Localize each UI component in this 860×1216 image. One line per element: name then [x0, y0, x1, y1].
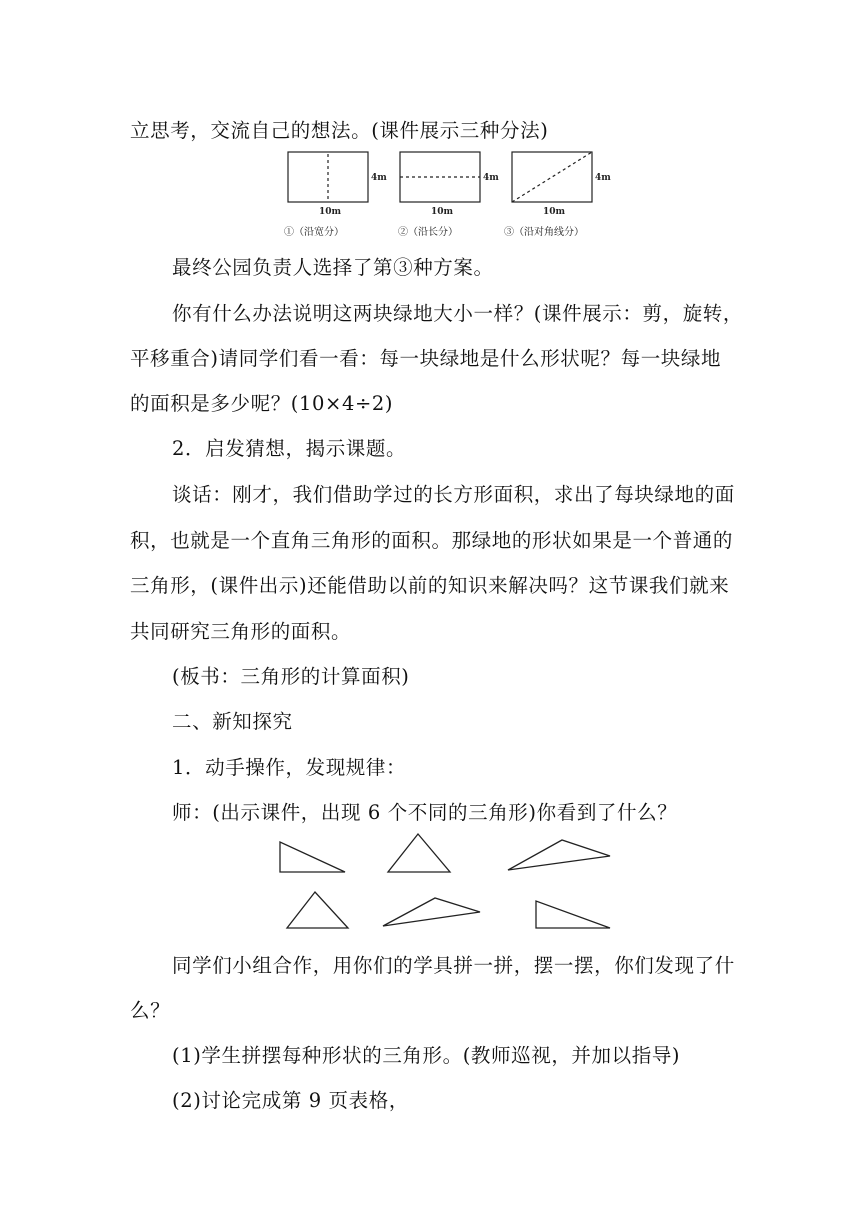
triangle-3	[508, 840, 610, 870]
paragraph-line-10: 共同研究三角形的面积。	[130, 620, 352, 643]
width-label-1: 10m	[319, 207, 342, 217]
triangle-5	[383, 898, 480, 926]
triangle-4	[287, 892, 348, 928]
paragraph-line-17: (1)学生拼摆每种形状的三角形。(教师巡视，并加以指导)	[172, 1044, 681, 1067]
paragraph-line-3: 你有什么办法说明这两块绿地大小一样？(课件展示：剪，旋转，	[172, 302, 744, 325]
height-label-1: 4m	[371, 173, 387, 183]
section-heading: 二、新知探究	[172, 710, 293, 733]
paragraph-line-2: 最终公园负责人选择了第③种方案。	[172, 256, 494, 279]
rectangle-division-figure	[280, 144, 630, 240]
dashed-diagonal-divider	[512, 152, 592, 202]
height-label-2: 4m	[483, 173, 499, 183]
triangle-6	[536, 901, 610, 928]
paragraph-line-7: 谈话：刚才，我们借助学过的长方形面积，求出了每块绿地的面	[172, 483, 735, 506]
caption-1: ①（沿宽分）	[284, 227, 344, 238]
paragraph-line-15: 同学们小组合作，用你们的学具拼一拼，摆一摆，你们发现了什	[172, 954, 735, 977]
rectangle-1	[288, 152, 368, 202]
width-label-3: 10m	[543, 207, 566, 217]
paragraph-line-11: (板书：三角形的计算面积)	[172, 665, 410, 688]
paragraph-line-13: 1．动手操作，发现规律：	[172, 756, 407, 779]
paragraph-line-18: (2)讨论完成第 9 页表格，	[172, 1089, 409, 1112]
triangle-1	[280, 842, 345, 872]
paragraph-line-6: 2．启发猜想，揭示课题。	[172, 437, 407, 460]
paragraph-line-1: 立思考，交流自己的想法。(课件展示三种分法)	[130, 119, 549, 142]
paragraph-line-5: 的面积是多少呢？(10×4÷2)	[130, 392, 394, 415]
paragraph-line-8: 积，也就是一个直角三角形的面积。那绿地的形状如果是一个普通的	[130, 529, 734, 552]
caption-3: ③（沿对角线分）	[504, 227, 584, 238]
paragraph-line-9: 三角形，(课件出示)还能借助以前的知识来解决吗？这节课我们就来	[130, 574, 730, 597]
triangle-2	[388, 834, 450, 872]
six-triangles-figure	[270, 826, 620, 936]
paragraph-line-16: 么？	[130, 999, 171, 1022]
width-label-2: 10m	[431, 207, 454, 217]
height-label-3: 4m	[595, 173, 611, 183]
caption-2: ②（沿长分）	[398, 227, 458, 238]
paragraph-line-14: 师：(出示课件，出现 6 个不同的三角形)你看到了什么？	[172, 801, 678, 824]
paragraph-line-4: 平移重合)请同学们看一看：每一块绿地是什么形状呢？每一块绿地	[130, 347, 722, 370]
